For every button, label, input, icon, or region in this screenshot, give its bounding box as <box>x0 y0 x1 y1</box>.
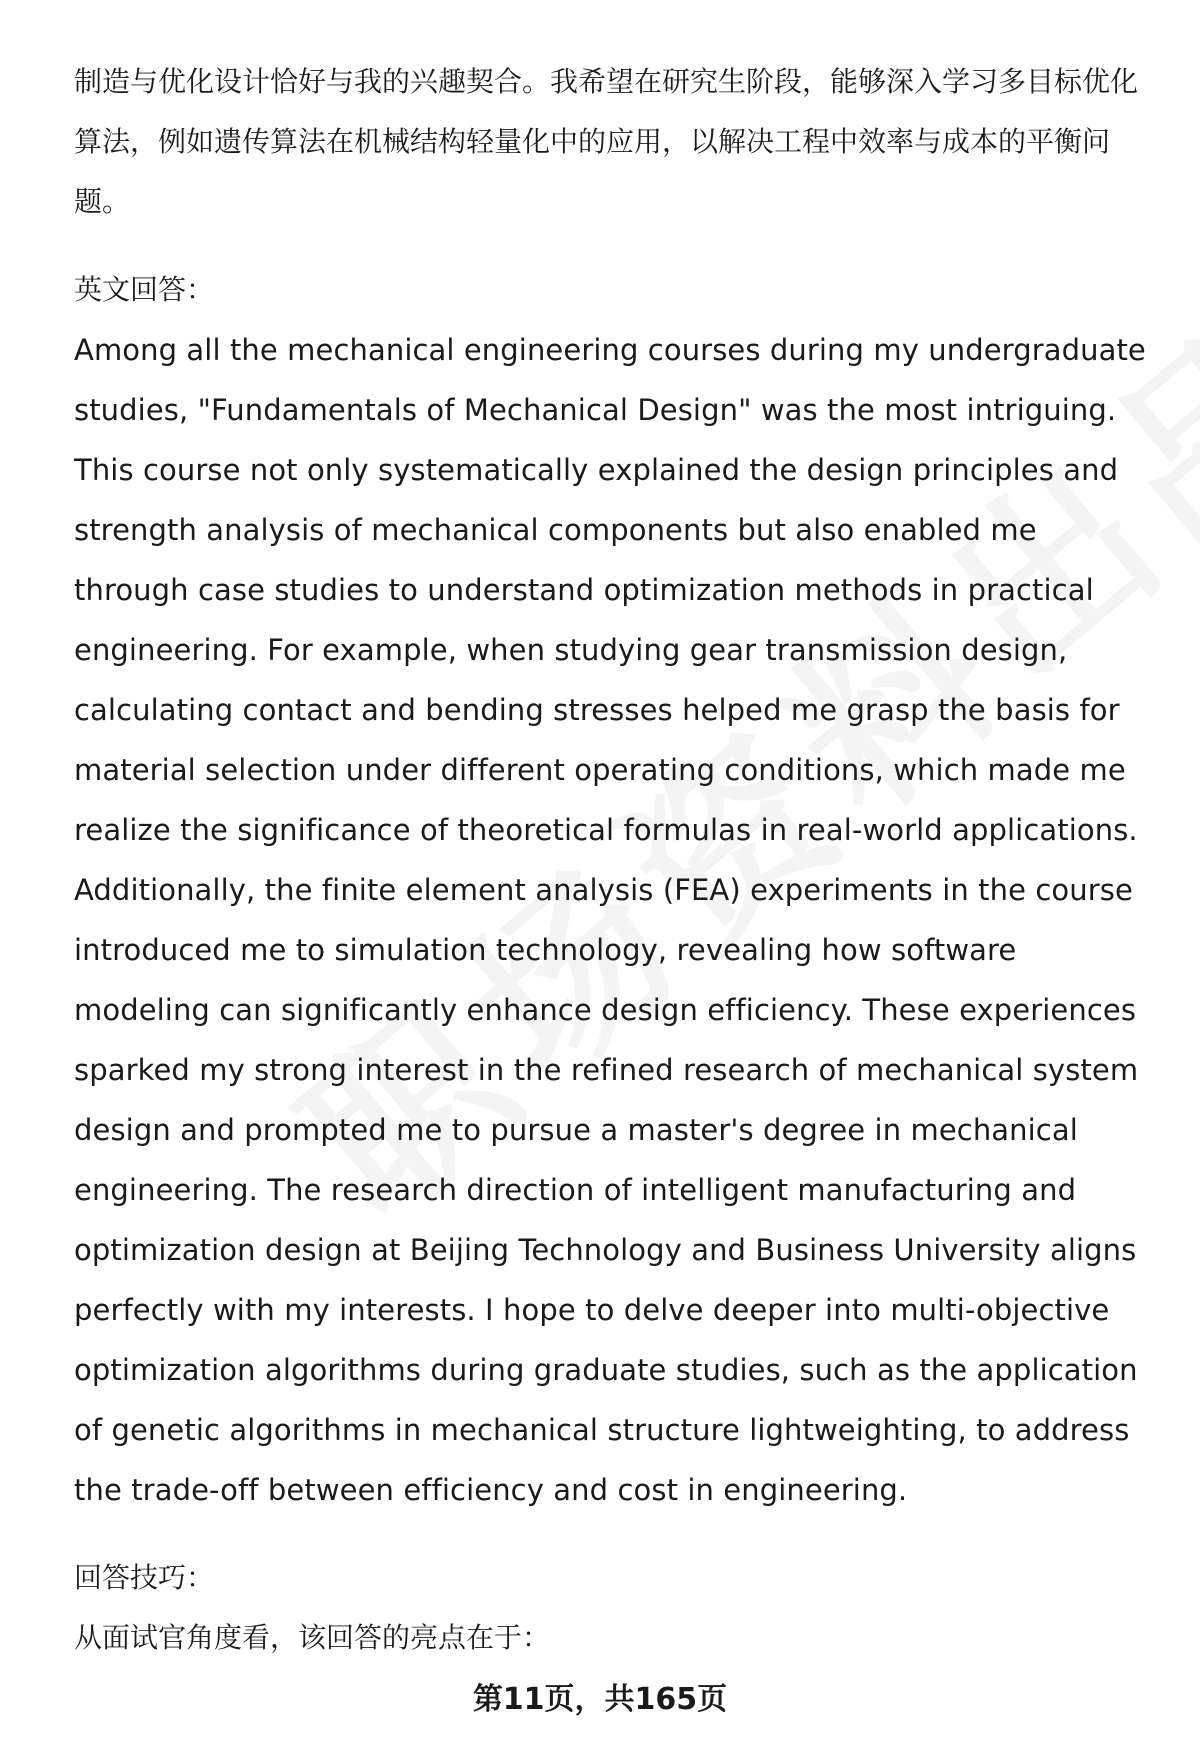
answer-tips-label: 回答技巧： <box>74 1561 215 1594</box>
page-number-footer: 第11页，共165页 <box>472 1682 728 1717</box>
english-answer-text: Among all the mechanical engineering courses during my undergraduate studies, "Fundamentals of Mechanical Design" was the most intriguing. This course not only systematically explained the design principles and strength analysis of mechanical components but also enabled me through case studies to understand optimization methods in practical engineering. For example, when studying gear transmission design, calculating contact and bending stresses helped me grasp the basis for material selection under different operating conditions, which made me realize the significance of theoretical formulas in real-world applications. Additionally, the finite element analysis (FEA) experiments in the course introduced me to simulation technology, revealing how software modeling can significantly enhance design efficiency. These experiences sparked my strong interest in the refined research of mechanical system design and prompted me to pursue a master's degree in mechanical engineering. The research direction of intelligent manufacturing and optimization design at Beijing Technology and Business University aligns perfectly with my interests. I hope to delve deeper into multi-objective optimization algorithms during graduate studies, such as the application of genetic algorithms in mechanical structure lightweighting, to address the trade-off between efficiency and cost in engineering. <box>74 333 1146 1507</box>
chinese-answer-continuation: 制造与优化设计恰好与我的兴趣契合。我希望在研究生阶段，能够深入学习多目标优化算法，例如遗传算法在机械结构轻量化中的应用，以解决工程中效率与成本的平衡问题。 <box>74 65 1139 218</box>
page-content <box>74 52 1154 1668</box>
english-answer-label: 英文回答： <box>74 273 215 306</box>
answer-tips-intro: 从面试官角度看，该回答的亮点在于： <box>74 1621 551 1654</box>
